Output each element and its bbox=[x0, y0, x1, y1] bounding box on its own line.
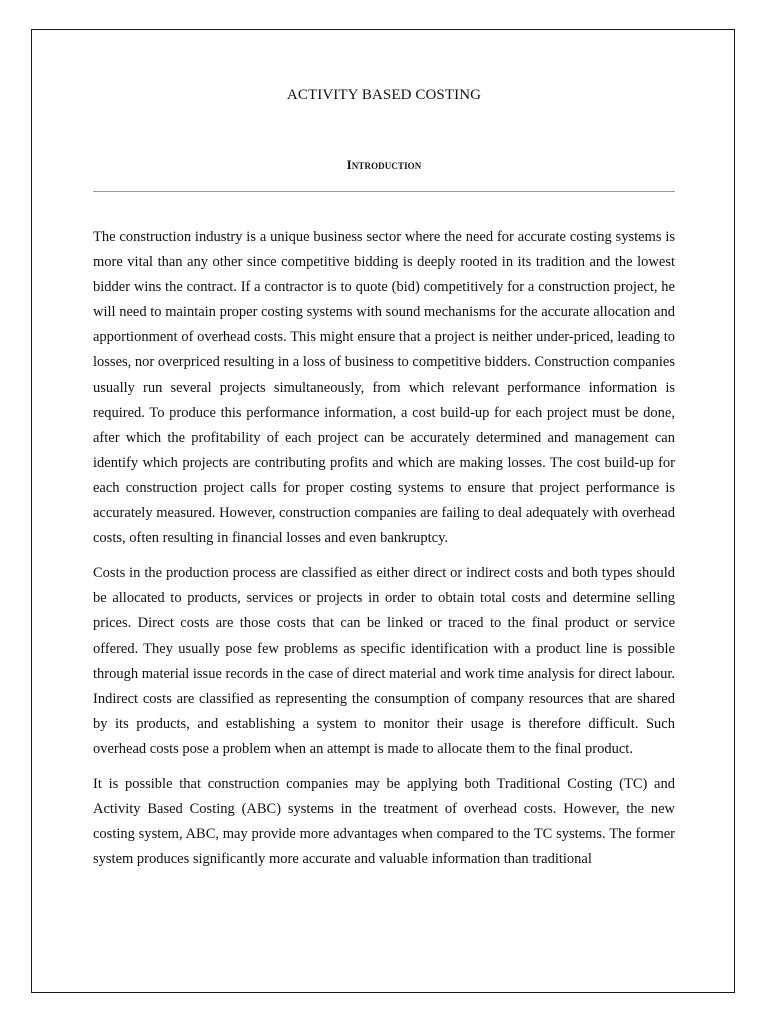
document-title: ACTIVITY BASED COSTING bbox=[286, 87, 482, 103]
heading-divider bbox=[93, 191, 675, 192]
body-paragraph-1: The construction industry is a unique business sector where the need for accurate costing systems is more vital than any other since competitive bidding is deeply rooted in its tradition and the lowest bidder wins the contract. If a contractor is to quote (bid) competitively for a construction project, he will need to maintain proper costing systems with sound mechanisms for the accurate allocation and apportionment of overhead costs. This might ensure that a project is neither under-priced, leading to losses, nor overpriced resulting in a loss of business to competitive bidders. Construction companies usually run several projects simultaneously, from which relevant performance information is required. To produce this performance information, a cost build-up for each project must be done, after which the profitability of each project can be accurately determined and management can identify which projects are contributing profits and which are making losses. The cost build-up for each construction project calls for proper costing systems to ensure that project performance is accurately measured. However, construction companies are failing to deal adequately with overhead costs, often resulting in financial losses and even bankruptcy. bbox=[93, 229, 675, 547]
body-paragraph-3: It is possible that construction companies may be applying both Traditional Costing (TC) and Activity Based Costing (ABC) systems in the treatment of overhead costs. However, the new costing system, ABC, may provide more advantages when compared to the TC systems. The former system produces significantly more accurate and valuable information than traditional bbox=[93, 775, 675, 868]
body-paragraph-2: Costs in the production process are classified as either direct or indirect costs and both types should be allocated to products, services or projects in order to obtain total costs and determine selling prices. Direct costs are those costs that can be linked or traced to the final product or service offered. They usually pose few problems as specific identification with a product line is possible through material issue records in the case of direct material and work time analysis for direct labour. Indirect costs are classified as representing the consumption of company resources that are shared by its products, and establishing a system to monitor their usage is therefore difficult. Such overhead costs pose a problem when an attempt is made to allocate them to the final product. bbox=[93, 565, 675, 757]
document-body bbox=[93, 225, 675, 882]
section-heading-introduction: Introduction bbox=[346, 157, 422, 172]
